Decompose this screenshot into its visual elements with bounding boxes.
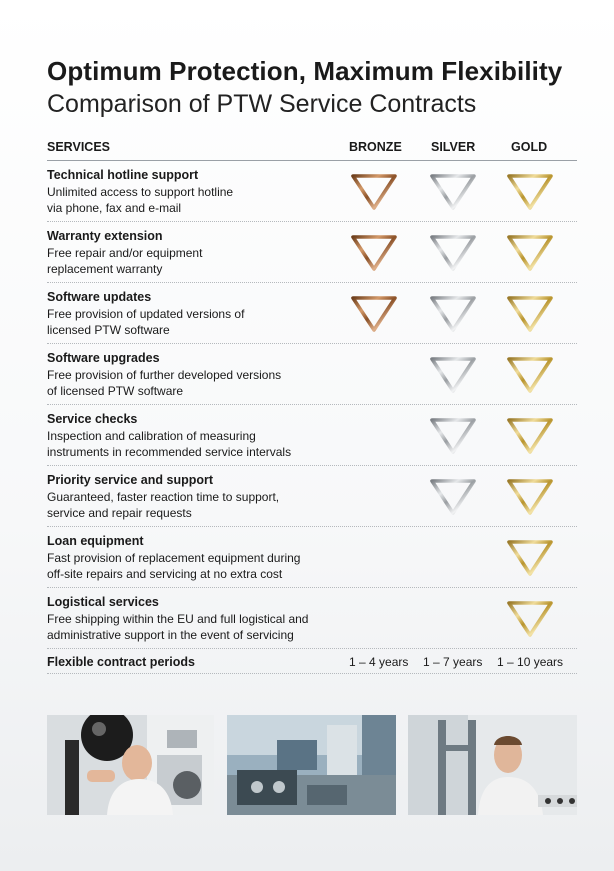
gold-triangle-down-icon	[506, 234, 554, 272]
service-description-line: Free repair and/or equipment	[47, 246, 203, 260]
silver-triangle-down-icon	[429, 295, 477, 333]
silver-triangle-down-icon	[429, 234, 477, 272]
gold-triangle-down-icon	[506, 600, 554, 638]
gold-triangle-down-icon	[506, 417, 554, 455]
silver-triangle-down-icon	[429, 356, 477, 394]
service-description-line: Free shipping within the EU and full logistical and	[47, 612, 309, 626]
contract-periods-label: Flexible contract periods	[47, 655, 195, 669]
service-description	[47, 306, 327, 338]
service-description	[47, 245, 327, 277]
silver-triangle-down-icon	[429, 417, 477, 455]
service-description	[47, 428, 327, 460]
photo-laboratory-setup	[227, 715, 396, 815]
service-description	[47, 184, 327, 216]
photo-technician-with-equipment	[47, 715, 214, 815]
service-description	[47, 367, 327, 399]
service-description	[47, 489, 327, 521]
contract-periods-row	[47, 649, 577, 674]
bronze-triangle-down-icon	[350, 173, 398, 211]
gold-triangle-down-icon	[506, 173, 554, 211]
service-description-line: administrative support in the event of servicing	[47, 628, 294, 642]
table-row	[47, 344, 577, 405]
photo-engineer-measuring	[408, 715, 577, 815]
service-description-line: Inspection and calibration of measuring	[47, 429, 256, 443]
column-header-bronze: BRONZE	[349, 140, 402, 154]
table-row	[47, 588, 577, 649]
service-description-line: Guaranteed, faster reaction time to support,	[47, 490, 280, 504]
service-description-line: Unlimited access to support hotline	[47, 185, 234, 199]
page-title: Optimum Protection, Maximum Flexibility	[47, 56, 563, 86]
table-body	[47, 161, 577, 649]
bronze-triangle-down-icon	[350, 234, 398, 272]
silver-triangle-down-icon	[429, 173, 477, 211]
service-description-line: via phone, fax and e-mail	[47, 201, 182, 215]
table-row	[47, 161, 577, 222]
service-description-line: licensed PTW software	[47, 323, 170, 337]
service-description-line: off-site repairs and servicing at no extra cost	[47, 567, 283, 581]
service-description	[47, 550, 327, 582]
column-header-silver: SILVER	[431, 140, 476, 154]
service-description-line: Free provision of further developed versions	[47, 368, 282, 382]
service-title: Priority service and support	[47, 473, 214, 487]
service-description-line: service and repair requests	[47, 506, 192, 520]
service-title: Software updates	[47, 290, 152, 304]
gold-triangle-down-icon	[506, 295, 554, 333]
comparison-table	[47, 140, 577, 674]
service-description-line: of licensed PTW software	[47, 384, 184, 398]
service-title: Service checks	[47, 412, 138, 426]
page-subtitle: Comparison of PTW Service Contracts	[47, 90, 477, 118]
contract-period-gold: 1 – 10 years	[497, 655, 564, 669]
table-header	[47, 140, 577, 161]
silver-triangle-down-icon	[429, 478, 477, 516]
table-row	[47, 222, 577, 283]
contract-period-bronze: 1 – 4 years	[349, 655, 409, 669]
service-title: Technical hotline support	[47, 168, 199, 182]
bronze-triangle-down-icon	[350, 295, 398, 333]
table-row	[47, 527, 577, 588]
contract-period-silver: 1 – 7 years	[423, 655, 483, 669]
service-title: Warranty extension	[47, 229, 163, 243]
service-description-line: instruments in recommended service intervals	[47, 445, 292, 459]
service-title: Loan equipment	[47, 534, 144, 548]
table-row	[47, 466, 577, 527]
table-row	[47, 405, 577, 466]
service-title: Software upgrades	[47, 351, 160, 365]
column-header-gold: GOLD	[511, 140, 548, 154]
service-description	[47, 611, 327, 643]
gold-triangle-down-icon	[506, 356, 554, 394]
service-description-line: Free provision of updated versions of	[47, 307, 245, 321]
column-header-services: SERVICES	[47, 140, 110, 154]
service-title: Logistical services	[47, 595, 159, 609]
gold-triangle-down-icon	[506, 478, 554, 516]
gold-triangle-down-icon	[506, 539, 554, 577]
table-row	[47, 283, 577, 344]
service-description-line: replacement warranty	[47, 262, 163, 276]
service-description-line: Fast provision of replacement equipment during	[47, 551, 301, 565]
